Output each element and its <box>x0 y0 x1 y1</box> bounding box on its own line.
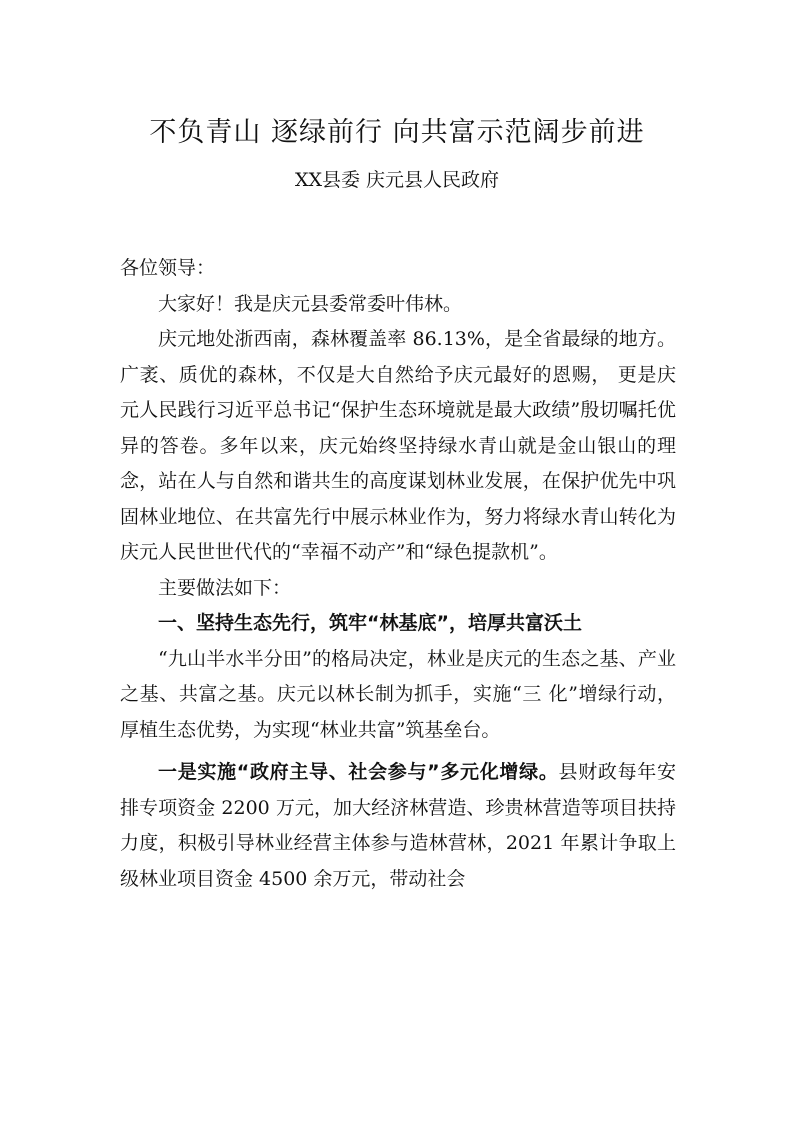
section1-paragraph: “九山半水半分田”的格局决定，林业是庆元的生态之基、产业之基、共富之基。庆元以林长制为抓手，实施“三 化”增绿行动，厚植生态优势，为实现“林业共富”筑基垒台。 <box>120 647 676 741</box>
intro-paragraph: 庆元地处浙西南，森林覆盖率 86.13%，是全省最绿的地方。广袤、质优的森林，不仅是大自然给予庆元最好的恩赐， 更是庆元人民践行习近平总书记“保护生态环境就是最大政绩”殷切嘱托优异的答卷。多年以来，庆元始终坚持绿水青山就是金山银山的理念，站在人与自然和谐共生的高度谋划林业发展，在保护优先中巩固林业地位、在共富先行中展示林业作为，努力将绿水青山转化为庆元人民世世代代的“幸福不动产”和“绿色提款机”。 <box>120 328 676 563</box>
document-body <box>120 251 676 897</box>
salutation: 各位领导： <box>120 257 216 279</box>
point1-lead: 一是实施“政府主导、社会参与”多元化增绿。 <box>158 761 559 783</box>
greeting-paragraph: 大家好！我是庆元县委常委叶伟林。 <box>158 292 463 315</box>
point1-text: 县财政每年安排专项资金 2200 万元，加大经济林营造、珍贵林营造等项目扶持力度，积极引导林业经营主体参与造林营林，2021 年累计争取上级林业项目资金 4500 余万元，带动社会 <box>120 761 676 890</box>
point1-paragraph <box>120 755 676 897</box>
main-practices-paragraph: 主要做法如下： <box>158 576 292 599</box>
section-heading-1: 一、坚持生态先行，筑牢“林基底”，培厚共富沃土 <box>158 612 582 634</box>
document-subtitle: XX县委 庆元县人民政府 <box>294 169 500 191</box>
document-title: 不负青山 逐绿前行 向共富示范阔步前进 <box>149 117 645 148</box>
